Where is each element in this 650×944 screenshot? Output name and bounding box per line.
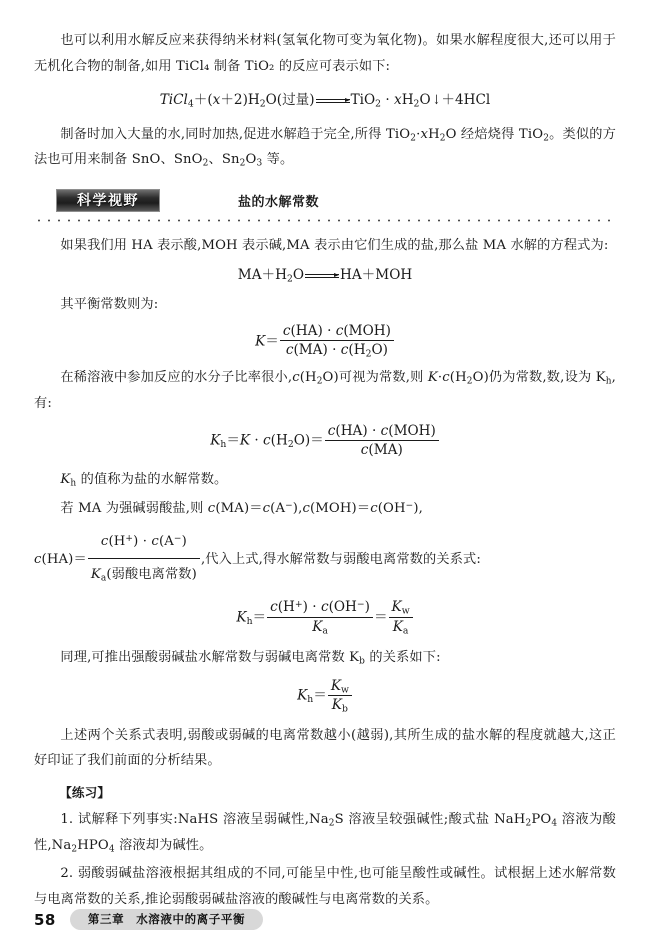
page-footer <box>34 909 263 930</box>
paragraph-dilute-solution: 在稀溶液中参加反应的水分子比率很小$,c(H_2O)$可视为常数,则 $K\cdot c(H_2O)$仍为常数,数,设为 $K_h$,有: <box>34 370 616 411</box>
chapter-title: 水溶液中的离子平衡 <box>136 912 246 926</box>
chapter-label: 第三章 <box>87 912 125 926</box>
equation-kh-kw-ka: $K_h=$ $\frac{c(H^+) \cdot c(OH^-)}{K_a}$ ＝ $\frac{K_w}{K_a}$ <box>34 600 616 636</box>
equation-ma-hydrolysis: $MA+H_2O$ HA＋MOH <box>237 267 413 285</box>
fraction-kw-ka: $\frac{K_w}{K_a}$ <box>389 599 413 635</box>
fraction-kh: $\frac{\text{c(HA) · c(MOH)}}{c(MA)}$ <box>325 423 439 459</box>
exercises-heading: 【练习】 <box>59 784 111 800</box>
equation-ticl4: $TiCl_4+(x+2)H_2O$(过量) $TiO_2 \cdot xH_2O↓+4HCl$ <box>159 92 491 110</box>
paragraph-sv-intro: 如果我们用 HA 表示酸,MOH 表示碱,MA 表示由它们生成的盐,那么盐 MA 水解的方程式为: <box>60 237 609 253</box>
equation-kh-expression: $K_h=K \cdot c(H_2O)=$ $\frac{\text{c(HA) · c(MOH)}}{c(MA)}$ <box>34 423 616 459</box>
exercise-item-2: 2. 弱酸弱碱盐溶液根据其组成的不同,可能呈中性,也可能呈酸性或碱性。试根据上述水解常数与电离常数的关系,推论弱酸弱碱盐溶液的酸碱性与电离常数的关系。 <box>34 866 616 907</box>
paragraph-preparation: 制备时加入大量的水,同时加热,促进水解趋于完全,所得 $TiO_2\cdot xH_2O$ 经焙烧得 TiO$_2$。类似的方法也可用来制备 SnO、SnO$_2$、$Sn_2O_3$ 等。 <box>34 126 617 169</box>
equilibrium-arrow-icon <box>316 94 350 108</box>
equation-k-expression: K＝ $\frac{\text{c(HA) · c(MOH)}}{c(MA) \cdot c(H_2O)}$ <box>34 324 616 360</box>
equilibrium-arrow-icon <box>305 269 339 283</box>
paragraph-intro-hydrolysis: 也可以利用水解反应来获得纳米材料(氢氧化物可变为氧化物)。如果水解程度很大,还可以用于无机化合物的制备,如用 TiCl₄ 制备 TiO₂ 的反应可表示如下: <box>34 33 616 74</box>
fraction-k: $\frac{\text{c(HA) · c(MOH)}}{c(MA) \cdot c(H_2O)}$ <box>280 323 394 359</box>
exercise-item-1: 1. 试解释下列事实:NaHS 溶液呈弱碱性$,Na_2S$ 溶液呈较强碱性;酸式盐 $NaH_2PO_4$ 溶液为酸性$,Na_2HPO_4$ 溶液却为碱性。 <box>34 812 617 855</box>
science-view-header <box>34 189 616 212</box>
fraction-kw-kb: $\frac{K_w}{K_b}$ <box>328 678 352 714</box>
fraction-kh-ions: $\frac{c(H^+) \cdot c(OH^-)}{K_a}$ <box>267 599 373 635</box>
science-view-title: 盐的水解常数 <box>238 194 320 210</box>
equation-cha-line: c(HA)＝ $\frac{c(H^+) \cdot c(A^-)}{K_a(弱酸电离常数)}$ ,代入上式,得水解常数与弱酸电离常数的关系式: <box>34 528 616 591</box>
paragraph-same-reasoning: 同理,可推出强酸弱碱盐水解常数与弱碱电离常数 $K_b$ 的关系如下: <box>60 649 441 667</box>
fraction-cha: $\frac{c(H^+) \cdot c(A^-)}{K_a(弱酸电离常数)}$ <box>88 527 200 590</box>
page-number: 58 <box>34 910 56 929</box>
equation-kh-kw-kb: $K_h=$ $\frac{K_w}{K_b}$ <box>34 678 616 714</box>
paragraph-k-lead: 其平衡常数则为: <box>60 297 159 313</box>
paragraph-strong-base-salt: 若 MA 为强碱弱酸盐,则 c(MA)＝c(A−),c(MOH)＝c(OH−), <box>60 500 423 516</box>
chapter-breadcrumb <box>70 909 263 930</box>
paragraph-kh-definition: $K_h$ 的值称为盐的水解常数。 <box>60 472 228 489</box>
science-view-badge: 科学视野 <box>56 189 160 212</box>
paragraph-conclusion: 上述两个关系式表明,弱酸或弱碱的电离常数越小(越弱),其所生成的盐水解的程度就越大,这正好印证了我们前面的分析结果。 <box>34 727 616 769</box>
dotted-separator <box>34 219 616 222</box>
